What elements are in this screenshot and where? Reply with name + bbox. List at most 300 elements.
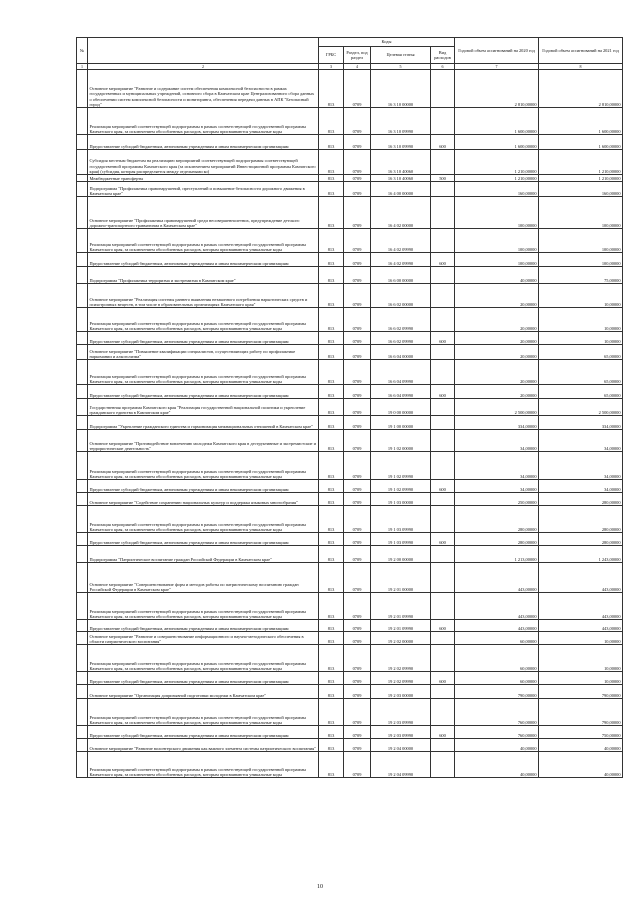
- row-grbs-cell: 813: [319, 360, 344, 385]
- row-exp-type-cell: 500: [431, 175, 455, 182]
- row-exp-type-cell: [431, 632, 455, 645]
- row-exp-type-cell: [431, 452, 455, 480]
- row-target-cell: 16 4 02 09990: [371, 253, 431, 267]
- table-row: [77, 452, 623, 480]
- row-exp-type-cell: [431, 182, 455, 197]
- row-vol-2021-cell: 790,00000: [539, 685, 623, 699]
- row-section-cell: 0709: [344, 480, 371, 493]
- row-grbs-cell: 813: [319, 452, 344, 480]
- table-row: [77, 620, 623, 632]
- header-col-name: [88, 38, 319, 64]
- table-row: [77, 752, 623, 778]
- row-grbs-cell: 813: [319, 593, 344, 620]
- row-section-cell: 0709: [344, 506, 371, 533]
- row-target-cell: 19 1 00 00000: [371, 416, 431, 430]
- row-vol-2020-cell: 1 210,00000: [455, 150, 539, 175]
- row-vol-2020-cell: 34,00000: [455, 480, 539, 493]
- row-name-cell: Основное мероприятие "Развитие и содержание систем обеспечения комплексной безопасности в рамках государственных и муниципальных учреждений, основного сбора в Камчатском крае Централизованного сбора данных о обеспечении систем комплексной безопасности и мониторинга, обеспечения передачи данных в АПК "Безопасный город": [88, 70, 319, 108]
- row-exp-type-cell: 600: [431, 726, 455, 739]
- row-section-cell: 0709: [344, 385, 371, 399]
- row-grbs-cell: 813: [319, 284, 344, 308]
- row-index-cell: [77, 620, 88, 632]
- index-cell: 3: [319, 64, 344, 70]
- row-index-cell: [77, 452, 88, 480]
- row-index-cell: [77, 632, 88, 645]
- table-row: [77, 685, 623, 699]
- row-grbs-cell: 813: [319, 308, 344, 332]
- row-index-cell: [77, 563, 88, 593]
- row-section-cell: 0709: [344, 197, 371, 229]
- row-exp-type-cell: [431, 645, 455, 672]
- table-row: [77, 197, 623, 229]
- row-vol-2021-cell: 10,00000: [539, 284, 623, 308]
- row-section-cell: 0709: [344, 593, 371, 620]
- row-exp-type-cell: [431, 563, 455, 593]
- row-name-cell: Основное мероприятие "Совершенствование форм и методов работы по патриотическому воспитанию граждан Российской Федерации в Камчатском крае": [88, 563, 319, 593]
- row-index-cell: [77, 150, 88, 175]
- row-grbs-cell: 813: [319, 385, 344, 399]
- row-grbs-cell: 813: [319, 399, 344, 416]
- header-exp-type: Вид расходов: [431, 47, 455, 64]
- row-index-cell: [77, 345, 88, 360]
- row-section-cell: 0709: [344, 399, 371, 416]
- row-exp-type-cell: [431, 416, 455, 430]
- table-row: [77, 150, 623, 175]
- row-grbs-cell: 813: [319, 253, 344, 267]
- row-name-cell: Основное мероприятие "Повышение квалификации специалистов, осуществляющих работу по профилактике наркомании и алкоголизма": [88, 345, 319, 360]
- row-index-cell: [77, 752, 88, 778]
- header-col-no: №: [77, 38, 88, 64]
- budget-table-sheet: [76, 37, 622, 778]
- row-name-cell: Реализация мероприятий соответствующей подпрограммы в рамках соответствующей государственной программы Камчатского края, за исключением обособленных расходов, которым присваиваются уникальные коды: [88, 645, 319, 672]
- row-target-cell: 16 6 04 00000: [371, 345, 431, 360]
- row-vol-2020-cell: 20,00000: [455, 345, 539, 360]
- row-name-cell: Межбюджетные трансферты: [88, 175, 319, 182]
- row-vol-2020-cell: 100,00000: [455, 229, 539, 253]
- row-exp-type-cell: [431, 493, 455, 506]
- row-name-cell: Подпрограмма "Профилактика терроризма и экстремизма в Камчатском крае": [88, 267, 319, 284]
- row-section-cell: 0709: [344, 632, 371, 645]
- row-target-cell: 16 3 10 40060: [371, 175, 431, 182]
- table-row: [77, 699, 623, 726]
- row-target-cell: 19 2 02 09990: [371, 672, 431, 685]
- row-section-cell: 0709: [344, 685, 371, 699]
- row-grbs-cell: 813: [319, 685, 344, 699]
- row-vol-2021-cell: 443,00000: [539, 620, 623, 632]
- row-target-cell: 16 4 00 00000: [371, 182, 431, 197]
- row-exp-type-cell: 600: [431, 385, 455, 399]
- row-vol-2020-cell: 20,00000: [455, 284, 539, 308]
- row-name-cell: Реализация мероприятий соответствующей подпрограммы в рамках соответствующей государственной программы Камчатского края, за исключением обособленных расходов, которым присваиваются уникальные коды: [88, 360, 319, 385]
- table-row: [77, 726, 623, 739]
- row-grbs-cell: 813: [319, 108, 344, 135]
- row-grbs-cell: 813: [319, 620, 344, 632]
- row-vol-2021-cell: 443,00000: [539, 593, 623, 620]
- row-target-cell: 16 3 10 09990: [371, 108, 431, 135]
- row-exp-type-cell: [431, 546, 455, 563]
- row-exp-type-cell: 600: [431, 480, 455, 493]
- row-vol-2020-cell: 2 810,00000: [455, 70, 539, 108]
- row-exp-type-cell: [431, 70, 455, 108]
- row-target-cell: 16 3 10 40060: [371, 150, 431, 175]
- row-vol-2021-cell: 34,00000: [539, 480, 623, 493]
- row-index-cell: [77, 70, 88, 108]
- row-vol-2021-cell: 1 210,00000: [539, 150, 623, 175]
- row-section-cell: 0709: [344, 699, 371, 726]
- row-vol-2020-cell: 100,00000: [455, 253, 539, 267]
- row-grbs-cell: 813: [319, 416, 344, 430]
- row-name-cell: Основное мероприятие "Развитие волонтерского движения как важного элемента системы патриотического воспитания": [88, 739, 319, 752]
- table-row: [77, 563, 623, 593]
- row-target-cell: 19 2 03 00000: [371, 685, 431, 699]
- row-vol-2021-cell: 65,00000: [539, 345, 623, 360]
- row-target-cell: 19 1 03 09990: [371, 533, 431, 546]
- row-exp-type-cell: [431, 284, 455, 308]
- index-cell: 5: [371, 64, 431, 70]
- row-section-cell: 0709: [344, 360, 371, 385]
- row-name-cell: Основное мероприятие "Развитие и совершенствование информационного и научно-методического обеспечения в области патриотического воспитания": [88, 632, 319, 645]
- index-cell: 6: [431, 64, 455, 70]
- row-vol-2021-cell: 280,00000: [539, 533, 623, 546]
- row-vol-2020-cell: 160,00000: [455, 182, 539, 197]
- row-section-cell: 0709: [344, 546, 371, 563]
- row-vol-2020-cell: 443,00000: [455, 593, 539, 620]
- row-section-cell: 0709: [344, 229, 371, 253]
- row-target-cell: 16 3 10 09990: [371, 135, 431, 150]
- row-vol-2020-cell: 34,00000: [455, 452, 539, 480]
- row-vol-2020-cell: 280,00000: [455, 506, 539, 533]
- row-index-cell: [77, 645, 88, 672]
- row-grbs-cell: 813: [319, 752, 344, 778]
- table-row: [77, 739, 623, 752]
- row-vol-2021-cell: 10,00000: [539, 632, 623, 645]
- row-exp-type-cell: [431, 267, 455, 284]
- row-exp-type-cell: [431, 593, 455, 620]
- row-vol-2020-cell: 60,00000: [455, 672, 539, 685]
- row-exp-type-cell: [431, 108, 455, 135]
- row-grbs-cell: 813: [319, 150, 344, 175]
- row-section-cell: 0709: [344, 645, 371, 672]
- header-target: Целевая статья: [371, 47, 431, 64]
- row-index-cell: [77, 430, 88, 452]
- row-name-cell: Государственная программа Камчатского края "Реализация государственной национальной политики и укрепление гражданского единства в Камчатском крае": [88, 399, 319, 416]
- row-grbs-cell: 813: [319, 533, 344, 546]
- row-section-cell: 0709: [344, 752, 371, 778]
- row-vol-2021-cell: 280,00000: [539, 506, 623, 533]
- row-target-cell: 16 6 02 00000: [371, 284, 431, 308]
- row-grbs-cell: 813: [319, 135, 344, 150]
- row-name-cell: Основное мероприятие "Реализация системы раннего выявления незаконного потребления наркотических средств и психотропных веществ, в том числе в образовательных организациях Камчатского края": [88, 284, 319, 308]
- row-vol-2021-cell: 280,00000: [539, 493, 623, 506]
- row-exp-type-cell: [431, 699, 455, 726]
- row-section-cell: 0709: [344, 739, 371, 752]
- table-row: [77, 229, 623, 253]
- row-vol-2021-cell: 100,00000: [539, 197, 623, 229]
- row-exp-type-cell: 600: [431, 672, 455, 685]
- row-target-cell: 19 1 03 00000: [371, 493, 431, 506]
- row-index-cell: [77, 533, 88, 546]
- row-vol-2020-cell: 2 500,00000: [455, 399, 539, 416]
- table-row: [77, 632, 623, 645]
- row-vol-2021-cell: 40,00000: [539, 752, 623, 778]
- row-grbs-cell: 813: [319, 197, 344, 229]
- row-section-cell: 0709: [344, 563, 371, 593]
- row-target-cell: 19 2 03 09990: [371, 726, 431, 739]
- row-target-cell: 16 3 10 00000: [371, 70, 431, 108]
- row-target-cell: 19 2 02 09990: [371, 645, 431, 672]
- row-index-cell: [77, 672, 88, 685]
- row-target-cell: 19 2 00 00000: [371, 546, 431, 563]
- row-index-cell: [77, 493, 88, 506]
- row-grbs-cell: 813: [319, 480, 344, 493]
- row-name-cell: Основное мероприятие "Профилактика правонарушений среди несовершеннолетних, предупреждение детского дорожно-транспортного травматизма в Камчатском крае": [88, 197, 319, 229]
- header-vol-2021: Годовой объем ассигнований на 2021 год: [539, 38, 623, 64]
- row-target-cell: 19 2 04 00000: [371, 739, 431, 752]
- row-exp-type-cell: [431, 308, 455, 332]
- table-body: [77, 70, 623, 778]
- row-grbs-cell: 813: [319, 332, 344, 345]
- row-section-cell: 0709: [344, 308, 371, 332]
- table-row: [77, 399, 623, 416]
- row-vol-2021-cell: 1 243,00000: [539, 546, 623, 563]
- row-vol-2020-cell: 1 600,00000: [455, 135, 539, 150]
- table-row: [77, 182, 623, 197]
- row-grbs-cell: 813: [319, 506, 344, 533]
- row-grbs-cell: 813: [319, 739, 344, 752]
- index-cell: 2: [88, 64, 319, 70]
- row-section-cell: 0709: [344, 108, 371, 135]
- row-vol-2020-cell: 1 600,00000: [455, 108, 539, 135]
- row-exp-type-cell: [431, 197, 455, 229]
- table-row: [77, 360, 623, 385]
- row-index-cell: [77, 253, 88, 267]
- row-target-cell: 16 4 02 09990: [371, 229, 431, 253]
- row-vol-2020-cell: 40,00000: [455, 752, 539, 778]
- row-name-cell: Подпрограмма "Укрепление гражданского единства и гармонизация межнациональных отношений в Камчатском крае": [88, 416, 319, 430]
- row-vol-2021-cell: 100,00000: [539, 229, 623, 253]
- index-cell: 4: [344, 64, 371, 70]
- row-target-cell: 16 6 04 09990: [371, 360, 431, 385]
- table-row: [77, 332, 623, 345]
- row-grbs-cell: 813: [319, 345, 344, 360]
- row-name-cell: Реализация мероприятий соответствующей подпрограммы в рамках соответствующей государственной программы Камчатского края, за исключением обособленных расходов, которым присваиваются уникальные коды: [88, 229, 319, 253]
- row-index-cell: [77, 108, 88, 135]
- row-grbs-cell: 813: [319, 546, 344, 563]
- row-name-cell: Основное мероприятие "Организация допризывной подготовки молодежи в Камчатском крае": [88, 685, 319, 699]
- row-section-cell: 0709: [344, 345, 371, 360]
- row-vol-2021-cell: 65,00000: [539, 360, 623, 385]
- row-vol-2021-cell: 100,00000: [539, 253, 623, 267]
- row-target-cell: 19 2 02 00000: [371, 632, 431, 645]
- row-name-cell: Подпрограмма "Профилактика правонарушений, преступлений и повышение безопасности дорожного движения в Камчатском крае": [88, 182, 319, 197]
- row-section-cell: 0709: [344, 672, 371, 685]
- row-section-cell: 0709: [344, 620, 371, 632]
- header-grbs: ГРБС: [319, 47, 344, 64]
- row-index-cell: [77, 332, 88, 345]
- row-index-cell: [77, 267, 88, 284]
- row-section-cell: 0709: [344, 135, 371, 150]
- row-vol-2020-cell: 760,00000: [455, 726, 539, 739]
- row-vol-2021-cell: 40,00000: [539, 739, 623, 752]
- row-name-cell: Предоставление субсидий бюджетным, автономным учреждениям и иным некоммерческим организациям: [88, 672, 319, 685]
- row-vol-2021-cell: 2 500,00000: [539, 399, 623, 416]
- row-name-cell: Основное мероприятие "Содействие сохранению национальных культур и поддержка языковых многообразия": [88, 493, 319, 506]
- table-row: [77, 416, 623, 430]
- row-index-cell: [77, 480, 88, 493]
- row-name-cell: Основное мероприятие "Противодействие вовлечению молодежи Камчатского края в деструктивные и экстремистские и террористические деятельность": [88, 430, 319, 452]
- row-target-cell: 16 6 00 00000: [371, 267, 431, 284]
- row-vol-2020-cell: 100,00000: [455, 197, 539, 229]
- table-row: [77, 267, 623, 284]
- row-exp-type-cell: [431, 150, 455, 175]
- row-name-cell: Предоставление субсидий бюджетным, автономным учреждениям и иным некоммерческим организациям: [88, 620, 319, 632]
- table-row: [77, 253, 623, 267]
- row-name-cell: Предоставление субсидий бюджетным, автономным учреждениям и иным некоммерческим организациям: [88, 385, 319, 399]
- row-vol-2020-cell: 250,00000: [455, 493, 539, 506]
- row-vol-2020-cell: 20,00000: [455, 332, 539, 345]
- row-name-cell: Субсидия местным бюджетам на реализацию мероприятий соответствующей подпрограммы соответствующей государственной программы Камчатского края (за исключением мероприятий Инвестиционной программы Камчатского края) (субсидия, которая распределяется между отдельными ко): [88, 150, 319, 175]
- row-vol-2020-cell: 40,00000: [455, 267, 539, 284]
- row-index-cell: [77, 739, 88, 752]
- row-vol-2021-cell: 790,00000: [539, 699, 623, 726]
- row-grbs-cell: 813: [319, 229, 344, 253]
- row-index-cell: [77, 360, 88, 385]
- row-vol-2020-cell: 60,00000: [455, 645, 539, 672]
- row-exp-type-cell: 600: [431, 332, 455, 345]
- row-vol-2021-cell: 750,00000: [539, 726, 623, 739]
- table-row: [77, 546, 623, 563]
- row-section-cell: 0709: [344, 150, 371, 175]
- row-index-cell: [77, 284, 88, 308]
- row-grbs-cell: 813: [319, 182, 344, 197]
- row-target-cell: 19 1 02 09990: [371, 480, 431, 493]
- row-vol-2020-cell: 280,00000: [455, 533, 539, 546]
- row-vol-2021-cell: 1 600,00000: [539, 108, 623, 135]
- row-grbs-cell: 813: [319, 70, 344, 108]
- row-section-cell: 0709: [344, 267, 371, 284]
- table-row: [77, 284, 623, 308]
- row-exp-type-cell: 600: [431, 135, 455, 150]
- row-index-cell: [77, 546, 88, 563]
- row-name-cell: Подпрограмма "Патриотическое воспитание граждан Российской Федерации в Камчатском крае": [88, 546, 319, 563]
- row-vol-2021-cell: 75,00000: [539, 267, 623, 284]
- row-section-cell: 0709: [344, 533, 371, 546]
- row-vol-2020-cell: 20,00000: [455, 308, 539, 332]
- row-grbs-cell: 813: [319, 175, 344, 182]
- row-name-cell: Предоставление субсидий бюджетным, автономным учреждениям и иным некоммерческим организациям: [88, 726, 319, 739]
- row-vol-2021-cell: 160,00000: [539, 182, 623, 197]
- row-index-cell: [77, 506, 88, 533]
- row-target-cell: 16 4 02 00000: [371, 197, 431, 229]
- row-name-cell: Реализация мероприятий соответствующей подпрограммы в рамках соответствующей государственной программы Камчатского края, за исключением обособленных расходов, которым присваиваются уникальные коды: [88, 108, 319, 135]
- row-grbs-cell: 813: [319, 699, 344, 726]
- row-section-cell: 0709: [344, 430, 371, 452]
- table-row: [77, 70, 623, 108]
- row-index-cell: [77, 308, 88, 332]
- row-section-cell: 0709: [344, 452, 371, 480]
- row-name-cell: Предоставление субсидий бюджетным, автономным учреждениям и иным некоммерческим организациям: [88, 332, 319, 345]
- header-codes: Коды: [319, 38, 455, 47]
- row-exp-type-cell: [431, 229, 455, 253]
- row-vol-2020-cell: 20,00000: [455, 385, 539, 399]
- row-index-cell: [77, 399, 88, 416]
- row-target-cell: 19 2 01 09990: [371, 593, 431, 620]
- row-name-cell: Предоставление субсидий бюджетным, автономным учреждениям и иным некоммерческим организациям: [88, 253, 319, 267]
- table-row: [77, 135, 623, 150]
- page-number: 10: [317, 884, 323, 890]
- row-exp-type-cell: [431, 430, 455, 452]
- table-row: [77, 308, 623, 332]
- row-index-cell: [77, 385, 88, 399]
- row-exp-type-cell: 600: [431, 533, 455, 546]
- index-cell: 8: [539, 64, 623, 70]
- row-exp-type-cell: [431, 739, 455, 752]
- row-section-cell: 0709: [344, 70, 371, 108]
- row-target-cell: 16 6 02 09990: [371, 332, 431, 345]
- row-section-cell: 0709: [344, 726, 371, 739]
- row-index-cell: [77, 135, 88, 150]
- row-index-cell: [77, 726, 88, 739]
- row-target-cell: 19 2 04 09990: [371, 752, 431, 778]
- row-name-cell: Реализация мероприятий соответствующей подпрограммы в рамках соответствующей государственной программы Камчатского края, за исключением обособленных расходов, которым присваиваются уникальные коды: [88, 308, 319, 332]
- row-grbs-cell: 813: [319, 645, 344, 672]
- row-target-cell: 16 6 04 09990: [371, 385, 431, 399]
- table-row: [77, 175, 623, 182]
- row-section-cell: 0709: [344, 175, 371, 182]
- row-section-cell: 0709: [344, 416, 371, 430]
- row-section-cell: 0709: [344, 182, 371, 197]
- table-row: [77, 385, 623, 399]
- row-vol-2021-cell: 2 810,00000: [539, 70, 623, 108]
- row-target-cell: 19 0 00 00000: [371, 399, 431, 416]
- table-row: [77, 108, 623, 135]
- budget-table: [76, 37, 623, 778]
- row-vol-2021-cell: 65,00000: [539, 385, 623, 399]
- row-target-cell: 19 2 01 09990: [371, 620, 431, 632]
- row-grbs-cell: 813: [319, 632, 344, 645]
- table-row: [77, 506, 623, 533]
- row-exp-type-cell: [431, 360, 455, 385]
- header-section: Раздел, под раздел: [344, 47, 371, 64]
- row-grbs-cell: 813: [319, 726, 344, 739]
- row-vol-2021-cell: 10,00000: [539, 645, 623, 672]
- row-name-cell: Реализация мероприятий соответствующей подпрограммы в рамках соответствующей государственной программы Камчатского края, за исключением обособленных расходов, которым присваиваются уникальные коды: [88, 506, 319, 533]
- table-row: [77, 430, 623, 452]
- row-target-cell: 19 1 02 09990: [371, 452, 431, 480]
- row-vol-2020-cell: 760,00000: [455, 699, 539, 726]
- row-vol-2020-cell: 443,00000: [455, 563, 539, 593]
- row-name-cell: Реализация мероприятий соответствующей подпрограммы в рамках соответствующей государственной программы Камчатского края, за исключением обособленных расходов, которым присваиваются уникальные коды: [88, 593, 319, 620]
- row-name-cell: Реализация мероприятий соответствующей подпрограммы в рамках соответствующей государственной программы Камчатского края, за исключением обособленных расходов, которым присваиваются уникальные коды: [88, 752, 319, 778]
- row-name-cell: Реализация мероприятий соответствующей подпрограммы в рамках соответствующей государственной программы Камчатского края, за исключением обособленных расходов, которым присваиваются уникальные коды: [88, 452, 319, 480]
- row-vol-2020-cell: 1 213,00000: [455, 546, 539, 563]
- row-vol-2020-cell: 334,00000: [455, 416, 539, 430]
- row-index-cell: [77, 197, 88, 229]
- row-name-cell: Предоставление субсидий бюджетным, автономным учреждениям и иным некоммерческим организациям: [88, 480, 319, 493]
- row-vol-2021-cell: 1 210,00000: [539, 175, 623, 182]
- row-grbs-cell: 813: [319, 267, 344, 284]
- row-grbs-cell: 813: [319, 493, 344, 506]
- row-index-cell: [77, 416, 88, 430]
- row-target-cell: 19 2 03 09990: [371, 699, 431, 726]
- row-vol-2020-cell: 790,00000: [455, 685, 539, 699]
- table-row: [77, 672, 623, 685]
- row-vol-2021-cell: 10,00000: [539, 332, 623, 345]
- row-vol-2020-cell: 20,00000: [455, 360, 539, 385]
- row-exp-type-cell: [431, 752, 455, 778]
- row-target-cell: 16 6 02 09990: [371, 308, 431, 332]
- row-section-cell: 0709: [344, 332, 371, 345]
